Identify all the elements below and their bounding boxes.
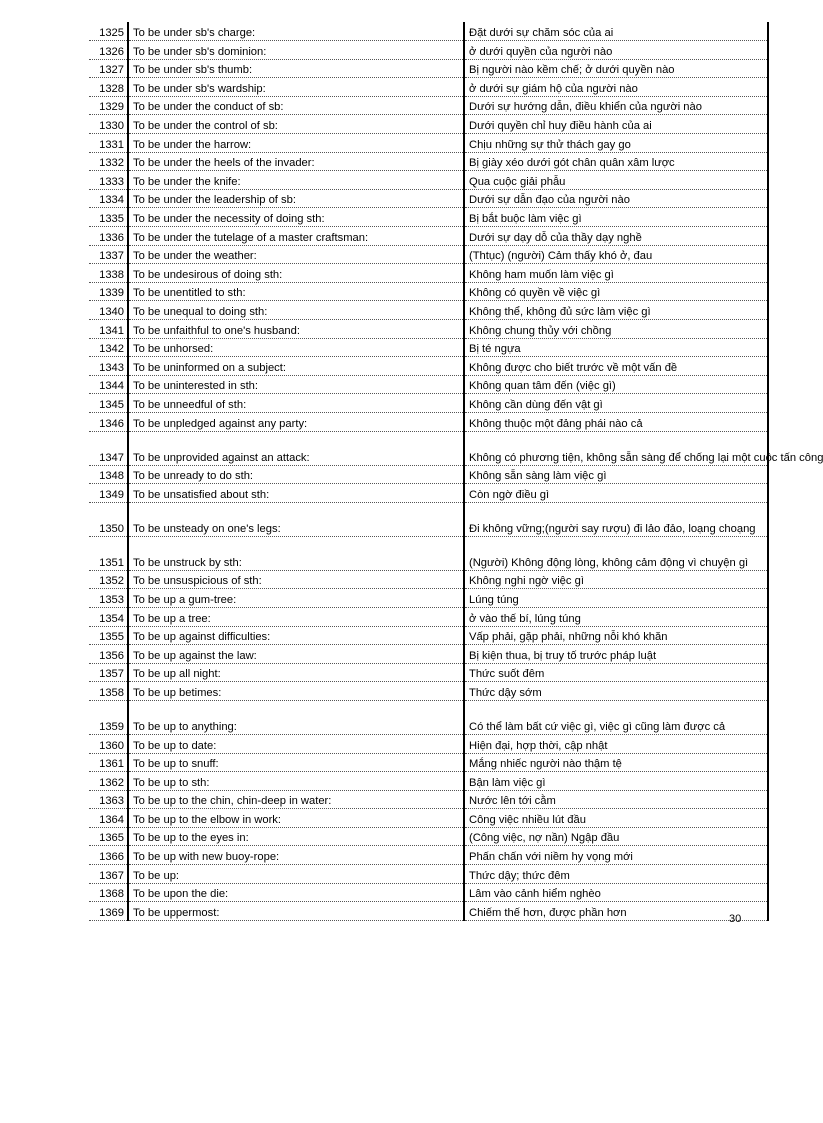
- english-idiom: To be under the tutelage of a master craftsman:: [128, 227, 464, 246]
- english-idiom: To be up all night:: [128, 663, 464, 682]
- english-idiom: To be uppermost:: [128, 902, 464, 921]
- entry-number: 1326: [89, 41, 128, 60]
- table-row: [89, 152, 768, 171]
- english-idiom: To be up to sth:: [128, 772, 464, 791]
- english-idiom: To be under sb's charge:: [128, 22, 464, 41]
- english-idiom: To be under the leadership of sb:: [128, 189, 464, 208]
- table-row: [89, 375, 768, 394]
- vietnamese-meaning: Bận làm việc gì: [464, 772, 768, 791]
- vietnamese-meaning: Bị giày xéo dưới gót chân quân xâm lược: [464, 152, 768, 171]
- english-idiom: To be up to snuff:: [128, 753, 464, 772]
- vietnamese-meaning: Dưới quyền chỉ huy điều hành của ai: [464, 115, 768, 134]
- entry-number: 1337: [89, 245, 128, 264]
- vietnamese-meaning: (Người) Không động lòng, không cảm động vì chuyện gì: [464, 536, 768, 570]
- vietnamese-meaning: Qua cuộc giải phẫu: [464, 171, 768, 190]
- english-idiom: To be up betimes:: [128, 682, 464, 701]
- entry-number: 1341: [89, 320, 128, 339]
- english-idiom: To be under the harrow:: [128, 134, 464, 153]
- english-idiom: To be up a tree:: [128, 607, 464, 626]
- table-row: [89, 357, 768, 376]
- vietnamese-meaning: Không quan tâm đến (việc gì): [464, 375, 768, 394]
- english-idiom: To be unsteady on one's legs:: [128, 502, 464, 536]
- english-idiom: To be unequal to doing sth:: [128, 301, 464, 320]
- english-idiom: To be unneedful of sth:: [128, 394, 464, 413]
- english-idiom: To be undesirous of doing sth:: [128, 264, 464, 283]
- table-row: [89, 846, 768, 865]
- table-row: [89, 772, 768, 791]
- english-idiom: To be uninterested in sth:: [128, 375, 464, 394]
- entry-number: 1349: [89, 484, 128, 503]
- english-idiom: To be up:: [128, 865, 464, 884]
- english-idiom: To be unpledged against any party:: [128, 412, 464, 431]
- entry-number: 1330: [89, 115, 128, 134]
- english-idiom: To be unsuspicious of sth:: [128, 570, 464, 589]
- vietnamese-meaning: Bị kiện thua, bị truy tố trước pháp luật: [464, 645, 768, 664]
- entry-number: 1346: [89, 412, 128, 431]
- vietnamese-meaning: Không thuộc một đảng phái nào cả: [464, 412, 768, 431]
- entry-number: 1333: [89, 171, 128, 190]
- vietnamese-meaning: Thức dậy; thức đêm: [464, 865, 768, 884]
- english-idiom: To be up to anything:: [128, 700, 464, 734]
- entry-number: 1336: [89, 227, 128, 246]
- entry-number: 1360: [89, 734, 128, 753]
- entry-number: 1357: [89, 663, 128, 682]
- entry-number: 1368: [89, 883, 128, 902]
- table-row: [89, 589, 768, 608]
- entry-number: 1358: [89, 682, 128, 701]
- entry-number: 1328: [89, 78, 128, 97]
- vietnamese-meaning: Không được cho biết trước về một vấn đề: [464, 357, 768, 376]
- english-idiom: To be unstruck by sth:: [128, 536, 464, 570]
- table-row: [89, 883, 768, 902]
- table-row: [89, 282, 768, 301]
- entry-number: 1353: [89, 589, 128, 608]
- entry-number: 1331: [89, 134, 128, 153]
- vietnamese-meaning: Phấn chấn với niềm hy vọng mới: [464, 846, 768, 865]
- entry-number: 1340: [89, 301, 128, 320]
- entry-number: 1361: [89, 753, 128, 772]
- vietnamese-meaning: Thức suốt đêm: [464, 663, 768, 682]
- english-idiom: To be up against the law:: [128, 645, 464, 664]
- table-row: [89, 431, 768, 465]
- table-row: [89, 301, 768, 320]
- entry-number: 1364: [89, 809, 128, 828]
- english-idiom: To be up to date:: [128, 734, 464, 753]
- entry-number: 1347: [89, 431, 128, 465]
- entry-number: 1325: [89, 22, 128, 41]
- vietnamese-meaning: Dưới sự hướng dẫn, điều khiển của người nào: [464, 96, 768, 115]
- vietnamese-meaning: Công việc nhiều lút đầu: [464, 809, 768, 828]
- english-idiom: To be unsatisfied about sth:: [128, 484, 464, 503]
- table-row: [89, 59, 768, 78]
- table-row: [89, 22, 768, 41]
- english-idiom: To be under sb's thumb:: [128, 59, 464, 78]
- english-idiom: To be unfaithful to one's husband:: [128, 320, 464, 339]
- table-row: [89, 227, 768, 246]
- entry-number: 1339: [89, 282, 128, 301]
- table-row: [89, 790, 768, 809]
- entry-number: 1359: [89, 700, 128, 734]
- table-row: [89, 753, 768, 772]
- vietnamese-meaning: Thức dậy sớm: [464, 682, 768, 701]
- english-idiom: To be under sb's dominion:: [128, 41, 464, 60]
- english-idiom: To be under the necessity of doing sth:: [128, 208, 464, 227]
- vietnamese-meaning: ở vào thế bí, lúng túng: [464, 607, 768, 626]
- vietnamese-meaning: Dưới sự dạy dỗ của thầy dạy nghề: [464, 227, 768, 246]
- vietnamese-meaning: (Công việc, nợ nần) Ngập đầu: [464, 827, 768, 846]
- table-row: [89, 338, 768, 357]
- table-row: [89, 245, 768, 264]
- entry-number: 1352: [89, 570, 128, 589]
- vietnamese-meaning: Không ham muốn làm việc gì: [464, 264, 768, 283]
- vietnamese-meaning: Không cần dùng đến vật gì: [464, 394, 768, 413]
- entry-number: 1348: [89, 465, 128, 484]
- english-idiom: To be under the knife:: [128, 171, 464, 190]
- entry-number: 1350: [89, 502, 128, 536]
- idiom-table: [89, 22, 823, 921]
- english-idiom: To be uninformed on a subject:: [128, 357, 464, 376]
- entry-number: 1354: [89, 607, 128, 626]
- vietnamese-meaning: Có thể làm bất cứ việc gì, việc gì cũng làm được cả: [464, 700, 768, 734]
- entry-number: 1363: [89, 790, 128, 809]
- english-idiom: To be under the weather:: [128, 245, 464, 264]
- table-row: [89, 465, 768, 484]
- entry-number: 1345: [89, 394, 128, 413]
- english-idiom: To be up to the eyes in:: [128, 827, 464, 846]
- table-row: [89, 645, 768, 664]
- entry-number: 1356: [89, 645, 128, 664]
- entry-number: 1334: [89, 189, 128, 208]
- vietnamese-meaning: Bị người nào kềm chế; ở dưới quyền nào: [464, 59, 768, 78]
- vietnamese-meaning: Đặt dưới sự chăm sóc của ai: [464, 22, 768, 41]
- table-row: [89, 320, 768, 339]
- english-idiom: To be unhorsed:: [128, 338, 464, 357]
- vietnamese-meaning: Còn ngờ điều gì: [464, 484, 768, 503]
- vietnamese-meaning: Bị té ngựa: [464, 338, 768, 357]
- english-idiom: To be up a gum-tree:: [128, 589, 464, 608]
- english-idiom: To be up against difficulties:: [128, 626, 464, 645]
- english-idiom: To be up to the elbow in work:: [128, 809, 464, 828]
- english-idiom: To be up to the chin, chin-deep in water:: [128, 790, 464, 809]
- table-row: [89, 536, 768, 570]
- table-row: [89, 41, 768, 60]
- table-row: [89, 663, 768, 682]
- table-row: [89, 626, 768, 645]
- idiom-table-body: [89, 22, 823, 920]
- english-idiom: To be upon the die:: [128, 883, 464, 902]
- english-idiom: To be under the control of sb:: [128, 115, 464, 134]
- vietnamese-meaning: Không sẵn sàng làm việc gì: [464, 465, 768, 484]
- table-row: [89, 394, 768, 413]
- table-row: [89, 264, 768, 283]
- entry-number: 1362: [89, 772, 128, 791]
- entry-number: 1355: [89, 626, 128, 645]
- vietnamese-meaning: Đi không vững;(người say rượu) đi lảo đảo, loạng choạng: [464, 502, 768, 536]
- vietnamese-meaning: Bị bắt buộc làm việc gì: [464, 208, 768, 227]
- entry-number: 1343: [89, 357, 128, 376]
- entry-number: 1329: [89, 96, 128, 115]
- table-row: [89, 827, 768, 846]
- table-row: [89, 96, 768, 115]
- table-row: [89, 78, 768, 97]
- vietnamese-meaning: Lúng túng: [464, 589, 768, 608]
- table-row: [89, 682, 768, 701]
- vietnamese-meaning: Chiếm thế hơn, được phần hơn: [464, 902, 768, 921]
- table-row: [89, 902, 768, 921]
- table-row: [89, 189, 768, 208]
- table-row: [89, 734, 768, 753]
- table-row: [89, 484, 768, 503]
- page-number: 30: [729, 913, 742, 925]
- english-idiom: To be unready to do sth:: [128, 465, 464, 484]
- vietnamese-meaning: (Thtục) (người) Cảm thấy khó ở, đau: [464, 245, 768, 264]
- vietnamese-meaning: Vấp phải, gặp phải, những nỗi khó khăn: [464, 626, 768, 645]
- table-row: [89, 502, 768, 536]
- vietnamese-meaning: Không chung thủy với chồng: [464, 320, 768, 339]
- entry-number: 1344: [89, 375, 128, 394]
- table-row: [89, 865, 768, 884]
- entry-number: 1327: [89, 59, 128, 78]
- table-row: [89, 134, 768, 153]
- entry-number: 1351: [89, 536, 128, 570]
- dictionary-sheet: [89, 22, 823, 921]
- vietnamese-meaning: Mắng nhiếc người nào thậm tệ: [464, 753, 768, 772]
- english-idiom: To be up with new buoy-rope:: [128, 846, 464, 865]
- table-row: [89, 809, 768, 828]
- entry-number: 1365: [89, 827, 128, 846]
- vietnamese-meaning: Nước lên tới cằm: [464, 790, 768, 809]
- table-row: [89, 115, 768, 134]
- table-row: [89, 208, 768, 227]
- table-row: [89, 700, 768, 734]
- vietnamese-meaning: Không có phương tiện, không sẵn sàng để chống lại một cuộc tấn công: [464, 431, 768, 465]
- table-row: [89, 171, 768, 190]
- vietnamese-meaning: Dưới sự dẫn đạo của người nào: [464, 189, 768, 208]
- vietnamese-meaning: ở dưới quyền của người nào: [464, 41, 768, 60]
- entry-number: 1342: [89, 338, 128, 357]
- english-idiom: To be unprovided against an attack:: [128, 431, 464, 465]
- entry-number: 1367: [89, 865, 128, 884]
- entry-number: 1335: [89, 208, 128, 227]
- entry-number: 1369: [89, 902, 128, 921]
- entry-number: 1338: [89, 264, 128, 283]
- table-row: [89, 607, 768, 626]
- english-idiom: To be under the conduct of sb:: [128, 96, 464, 115]
- english-idiom: To be unentitled to sth:: [128, 282, 464, 301]
- vietnamese-meaning: ở dưới sự giám hộ của người nào: [464, 78, 768, 97]
- english-idiom: To be under sb's wardship:: [128, 78, 464, 97]
- entry-number: 1332: [89, 152, 128, 171]
- english-idiom: To be under the heels of the invader:: [128, 152, 464, 171]
- table-row: [89, 412, 768, 431]
- table-row: [89, 570, 768, 589]
- vietnamese-meaning: Không có quyền về việc gì: [464, 282, 768, 301]
- entry-number: 1366: [89, 846, 128, 865]
- vietnamese-meaning: Hiện đại, hợp thời, cập nhật: [464, 734, 768, 753]
- vietnamese-meaning: Không nghi ngờ việc gì: [464, 570, 768, 589]
- vietnamese-meaning: Không thể, không đủ sức làm việc gì: [464, 301, 768, 320]
- vietnamese-meaning: Chịu những sự thử thách gay go: [464, 134, 768, 153]
- vietnamese-meaning: Lâm vào cảnh hiểm nghèo: [464, 883, 768, 902]
